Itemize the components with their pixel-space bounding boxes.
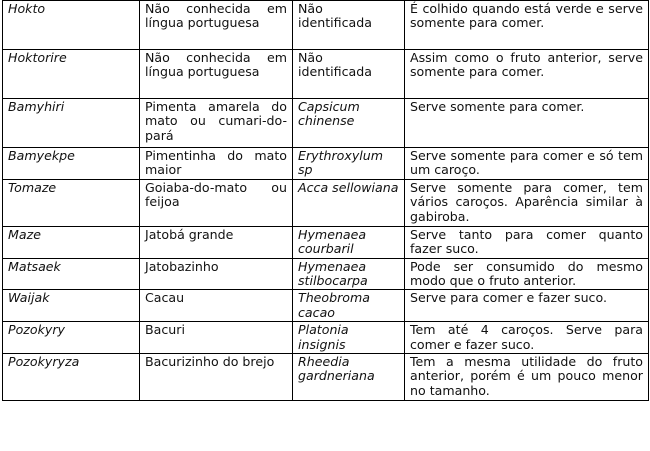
indigenous-name-cell: Hokto — [3, 1, 140, 50]
scientific-name-cell: Theobroma cacao — [293, 290, 405, 322]
table-row — [3, 1, 649, 50]
table-row — [3, 258, 649, 290]
portuguese-name-cell: Bacuri — [140, 322, 293, 354]
portuguese-name-cell: Pimentinha do mato maior — [140, 148, 293, 180]
scientific-name-cell: Hymenaea courbaril — [293, 226, 405, 258]
scientific-name-cell: Platonia insignis — [293, 322, 405, 354]
indigenous-name-cell: Pozokyry — [3, 322, 140, 354]
scientific-name-cell: Rheedia gardneriana — [293, 354, 405, 401]
table-row — [3, 290, 649, 322]
scientific-name-cell: Acca sellowiana — [293, 179, 405, 226]
usage-cell: Serve somente para comer e só tem um caroço. — [405, 148, 649, 180]
fruits-table-body — [3, 1, 649, 401]
table-row — [3, 148, 649, 180]
usage-cell: Assim como o fruto anterior, serve somente para comer. — [405, 50, 649, 99]
usage-cell: É colhido quando está verde e serve somente para comer. — [405, 1, 649, 50]
indigenous-name-cell: Maze — [3, 226, 140, 258]
portuguese-name-cell: Bacurizinho do brejo — [140, 354, 293, 401]
portuguese-name-cell: Cacau — [140, 290, 293, 322]
scientific-name-cell: Hymenaea stilbocarpa — [293, 258, 405, 290]
indigenous-name-cell: Tomaze — [3, 179, 140, 226]
usage-cell: Serve para comer e fazer suco. — [405, 290, 649, 322]
portuguese-name-cell: Jatobá grande — [140, 226, 293, 258]
portuguese-name-cell: Goiaba-do-mato ou feijoa — [140, 179, 293, 226]
usage-cell: Serve somente para comer. — [405, 99, 649, 148]
usage-cell: Pode ser consumido do mesmo modo que o fruto anterior. — [405, 258, 649, 290]
usage-cell: Serve somente para comer, tem vários caroços. Aparência similar à gabiroba. — [405, 179, 649, 226]
indigenous-name-cell: Matsaek — [3, 258, 140, 290]
table-row — [3, 226, 649, 258]
indigenous-name-cell: Bamyhiri — [3, 99, 140, 148]
scientific-name-cell: Não identificada — [293, 1, 405, 50]
portuguese-name-cell: Pimenta amarela do mato ou cumari-do-pará — [140, 99, 293, 148]
usage-cell: Tem até 4 caroços. Serve para comer e fazer suco. — [405, 322, 649, 354]
indigenous-name-cell: Pozokyryza — [3, 354, 140, 401]
scientific-name-cell: Capsicum chinense — [293, 99, 405, 148]
portuguese-name-cell: Não conhecida em língua portuguesa — [140, 1, 293, 50]
portuguese-name-cell: Jatobazinho — [140, 258, 293, 290]
table-row — [3, 179, 649, 226]
indigenous-name-cell: Waijak — [3, 290, 140, 322]
usage-cell: Serve tanto para comer quanto fazer suco. — [405, 226, 649, 258]
indigenous-name-cell: Bamyekpe — [3, 148, 140, 180]
indigenous-name-cell: Hoktorire — [3, 50, 140, 99]
portuguese-name-cell: Não conhecida em língua portuguesa — [140, 50, 293, 99]
table-row — [3, 99, 649, 148]
table-row — [3, 354, 649, 401]
fruits-table — [2, 0, 649, 401]
table-row — [3, 322, 649, 354]
usage-cell: Tem a mesma utilidade do fruto anterior, porém é um pouco menor no tamanho. — [405, 354, 649, 401]
scientific-name-cell: Erythroxylum sp — [293, 148, 405, 180]
scientific-name-cell: Não identificada — [293, 50, 405, 99]
table-row — [3, 50, 649, 99]
